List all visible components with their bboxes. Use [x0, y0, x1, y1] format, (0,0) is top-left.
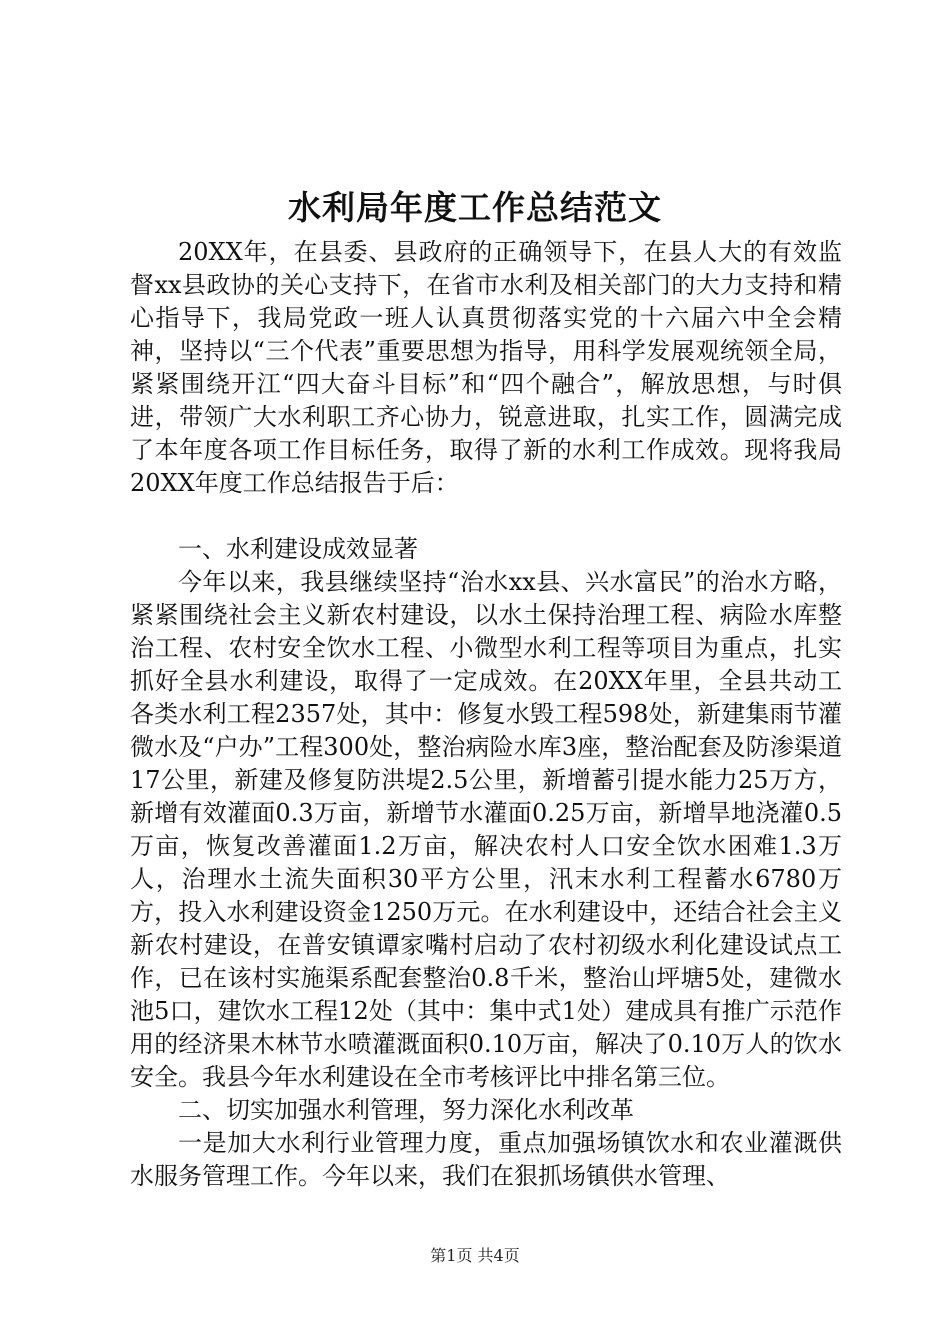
paragraph-intro: 20XX年，在县委、县政府的正确领导下，在县人大的有效监督xx县政协的关心支持下，在省市水利及相关部门的大力支持和精心指导下，我局党政一班人认真贯彻落实党的十六届六中全会精神，坚持以“三个代表”重要思想为指导，用科学发展观统领全局，紧紧围绕开江“四大奋斗目标”和“四个融合”，解放思想，与时俱进，带领广大水利职工齐心协力，锐意进取，扎实工作，圆满完成了本年度各项工作目标任务，取得了新的水利工作成效。现将我局20XX年度工作总结报告于后：: [130, 238, 842, 497]
section-heading-2: 二、切实加强水利管理，努力深化水利改革: [178, 1096, 634, 1124]
paragraph-section-2: 一是加大水利行业管理力度，重点加强场镇饮水和农业灌溉供水服务管理工作。今年以来，我们在狠抓场镇供水管理、: [130, 1129, 842, 1190]
document-body: [130, 236, 842, 1193]
document-title: 水利局年度工作总结范文: [288, 188, 662, 227]
section-heading-1: 一、水利建设成效显著: [178, 535, 418, 563]
paragraph-section-1: 今年以来，我县继续坚持“治水xx县、兴水富民”的治水方略，紧紧围绕社会主义新农村建设，以水土保持治理工程、病险水库整治工程、农村安全饮水工程、小微型水利工程等项目为重点，扎实抓好全县水利建设，取得了一定成效。在20XX年里，全县共动工各类水利工程2357处，其中：修复水毁工程598处，新建集雨节灌微水及“户办”工程300处，整治病险水库3座，整治配套及防渗渠道17公里，新建及修复防洪堤2.5公里，新增蓄引提水能力25万方，新增有效灌面0.3万亩，新增节水灌面0.25万亩，新增旱地浇灌0.5万亩，恢复改善灌面1.2万亩，解决农村人口安全饮水困难1.3万人，治理水土流失面积30平方公里，汛末水利工程蓄水6780万方，投入水利建设资金1250万元。在水利建设中，还结合社会主义新农村建设，在普安镇谭家嘴村启动了农村初级水利化建设试点工作，已在该村实施渠系配套整治0.8千米，整治山坪塘5处，建微水池5口，建饮水工程12处（其中：集中式1处）建成具有推广示范作用的经济果木林节水喷灌溉面积0.10万亩，解决了0.10万人的饮水安全。我县今年水利建设在全市考核评比中排名第三位。: [130, 568, 842, 1091]
page-number-footer: 第1页 共4页: [430, 1246, 520, 1265]
